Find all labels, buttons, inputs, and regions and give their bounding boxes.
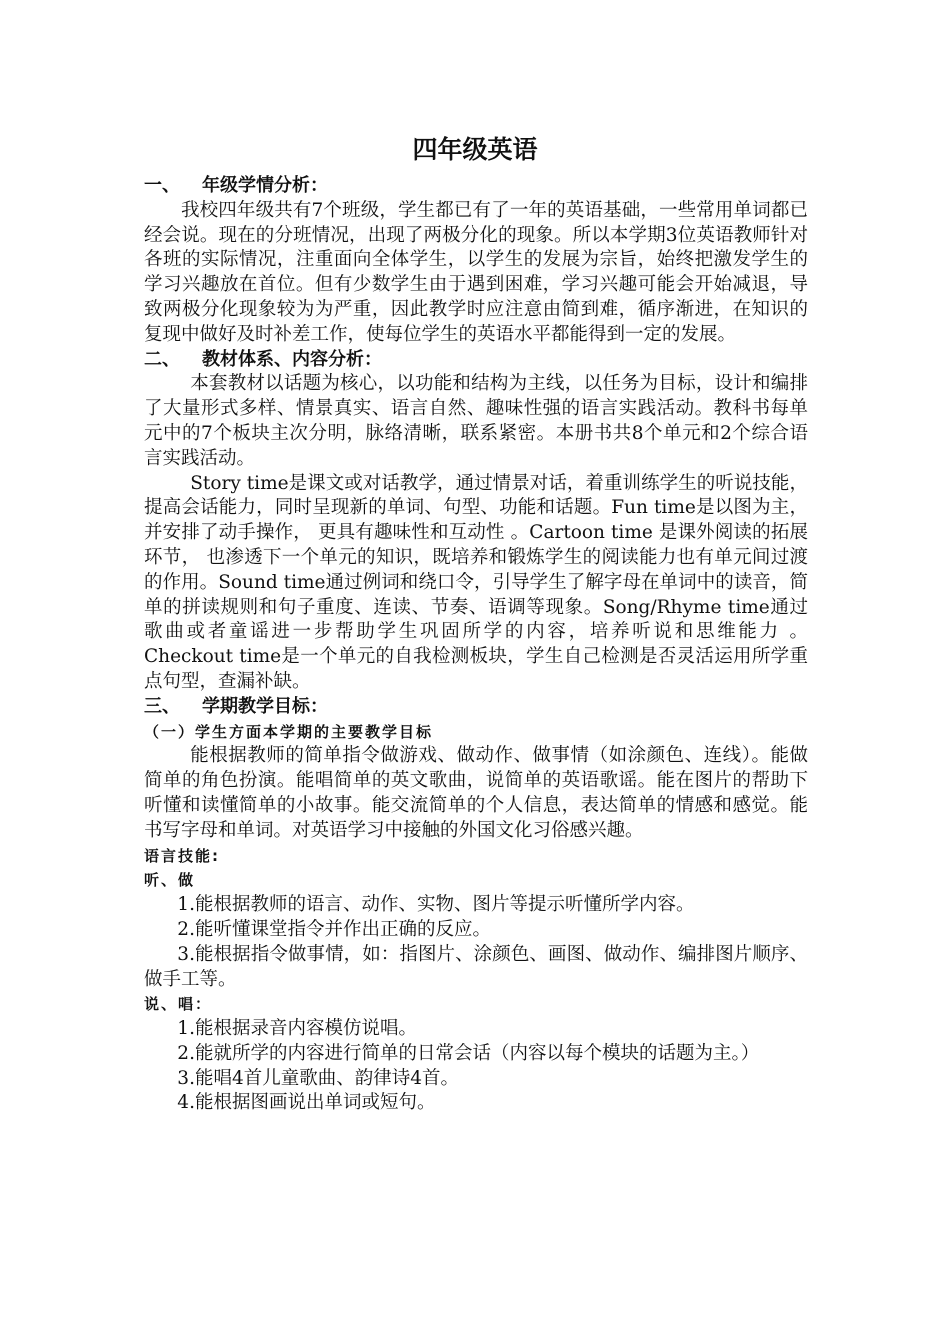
section-number: 三、 — [144, 695, 180, 717]
list-item: 2.能听懂课堂指令并作出正确的反应。 — [177, 918, 491, 940]
section-number: 二、 — [144, 348, 180, 370]
document-body — [144, 174, 808, 1116]
section-title: 教材体系、内容分析： — [202, 348, 382, 370]
paragraph-student-goals: 能根据教师的简单指令做游戏、做动作、做事情（如涂颜色、连线）。能做简单的角色扮演。能唱简单的英文歌曲，说简单的英语歌谣。能在图片的帮助下听懂和读懂简单的小故事。能交流简单的个人信息，表达简单的情感和感觉。能书写字母和单词。对英语学习中接触的外国文化习俗感兴趣。 — [144, 745, 808, 841]
section-heading-2 — [144, 348, 808, 373]
list-item: 3.能唱4首儿童歌曲、韵律诗4首。 — [177, 1067, 459, 1089]
section-heading-1 — [144, 174, 808, 199]
list-item: 3.能根据指令做事情，如：指图片、涂颜色、画图、做动作、编排图片顺序、做手工等。 — [144, 943, 808, 990]
document-title: 四年级英语 — [412, 135, 538, 164]
listen-heading: 听、做 — [144, 871, 196, 890]
list-item: 1.能根据录音内容模仿说唱。 — [177, 1018, 417, 1040]
list-item: 1.能根据教师的语言、动作、实物、图片等提示听懂所学内容。 — [177, 894, 695, 916]
paragraph-textbook-sections: Story time是课文或对话教学，通过情景对话，着重训练学生的听说技能，提高会话能力，同时呈现新的单词、句型、功能和话题。Fun time是以图为主， 并安排了动手操作， 更具有趣味性和互动性 。Cartoon time 是课外阅读的拓展环节， 也渗透下一个单元的知识，既培养和锻炼学生的阅读能力也有单元间过渡的作用。Sound time通过例词和绕口令，引导学生了解字母在单词中的读音，简单的拼读规则和句子重度、连读、节奏、语调等现象。Song/Rhyme time通过歌曲或者童谣进一步帮助学生巩固所学的内容，培养听说和思维能力 。Checkout time是一个单元的自我检测板块，学生自己检测是否灵活运用所学重点句型，查漏补缺。 — [144, 472, 808, 692]
subsection-heading: （一）学生方面本学期的主要教学目标 — [144, 722, 434, 741]
speak-heading: 说、唱： — [144, 995, 213, 1014]
list-item: 2.能就所学的内容进行简单的日常会话（内容以每个模块的话题为主。） — [177, 1042, 760, 1064]
paragraph-student-analysis: 我校四年级共有7个班级，学生都已有了一年的英语基础，一些常用单词都已经会说。现在的分班情况，出现了两极分化的现象。所以本学期3位英语教师针对各班的实际情况，注重面向全体学生，以学生的发展为宗旨，始终把激发学生的学习兴趣放在首位。但有少数学生由于遇到困难，学习兴趣可能会开始减退，导致两极分化现象较为为严重，因此教学时应注意由简到难，循序渐进，在知识的复现中做好及时补差工作，使每位学生的英语水平都能得到一定的发展。 — [144, 199, 808, 345]
section-number: 一、 — [144, 175, 180, 196]
skills-heading: 语言技能: — [144, 846, 220, 865]
paragraph-textbook-overview: 本套教材以话题为核心，以功能和结构为主线，以任务为目标，设计和编排了大量形式多样、情景真实、语言自然、趣味性强的语言实践活动。教科书每单元中的7个板块主次分明，脉络清晰，联系紧密。本册书共8个单元和2个综合语言实践活动。 — [144, 373, 808, 469]
list-item: 4.能根据图画说出单词或短句。 — [177, 1092, 436, 1114]
section-title: 学期教学目标： — [202, 695, 328, 717]
section-heading-3 — [144, 695, 808, 720]
section-title: 年级学情分析： — [202, 175, 328, 196]
